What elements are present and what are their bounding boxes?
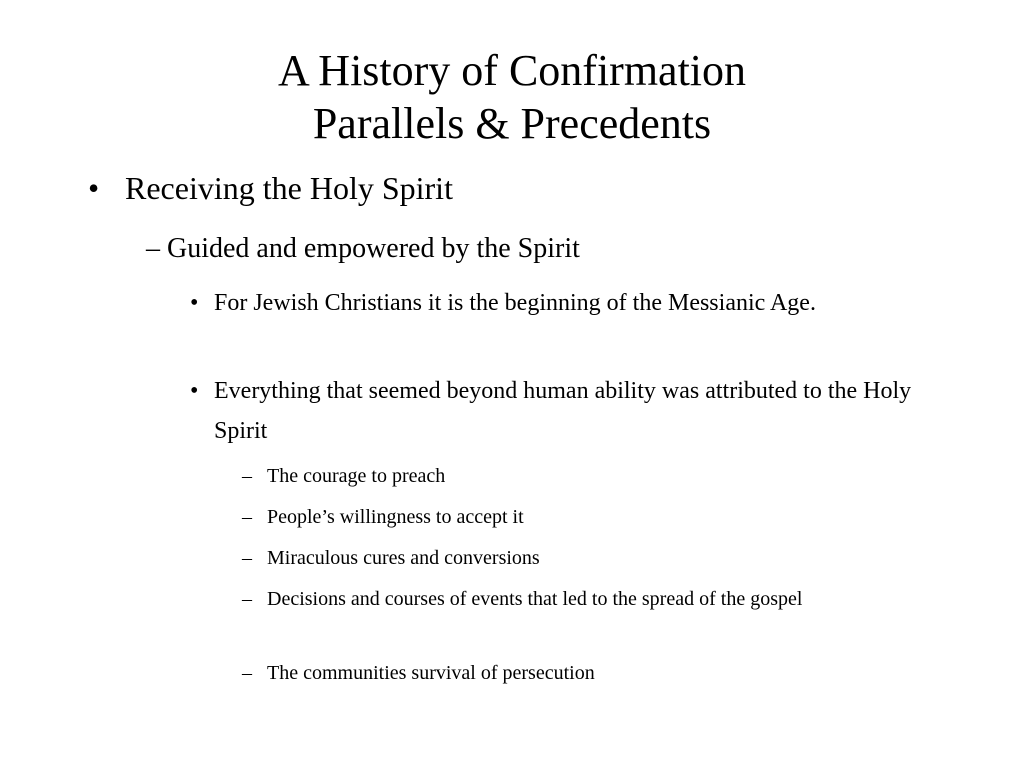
subpoint-text: The communities survival of persecution bbox=[267, 662, 595, 684]
dash-marker: – bbox=[242, 588, 252, 610]
subpoint-text: Decisions and courses of events that led to the spread of the gospel bbox=[267, 588, 803, 610]
point-text: For Jewish Christians it is the beginning of the Messianic Age. bbox=[214, 290, 816, 316]
bullet-text: Receiving the Holy Spirit bbox=[125, 170, 453, 206]
dash-marker: – bbox=[242, 506, 252, 528]
bullet-marker: • bbox=[88, 170, 100, 206]
title-line-2: Parallels & Precedents bbox=[312, 99, 712, 148]
dash-marker: – bbox=[242, 465, 252, 487]
subpoint-text: The courage to preach bbox=[267, 465, 446, 487]
point-text: Everything that seemed beyond human ability was attributed to the Holy Spirit bbox=[214, 378, 912, 444]
subbullet-guided-empowered: – Guided and empowered by the Spirit bbox=[146, 233, 580, 264]
subpoint-text: Miraculous cures and conversions bbox=[267, 547, 540, 569]
dash-marker: – bbox=[242, 662, 252, 684]
subpoint-text: People’s willingness to accept it bbox=[267, 506, 524, 528]
dash-marker: – bbox=[242, 547, 252, 569]
title-line-1: A History of Confirmation bbox=[277, 46, 747, 95]
slide-title bbox=[0, 44, 1024, 150]
bullet-marker: • bbox=[190, 290, 199, 316]
bullet-marker: • bbox=[190, 378, 199, 404]
